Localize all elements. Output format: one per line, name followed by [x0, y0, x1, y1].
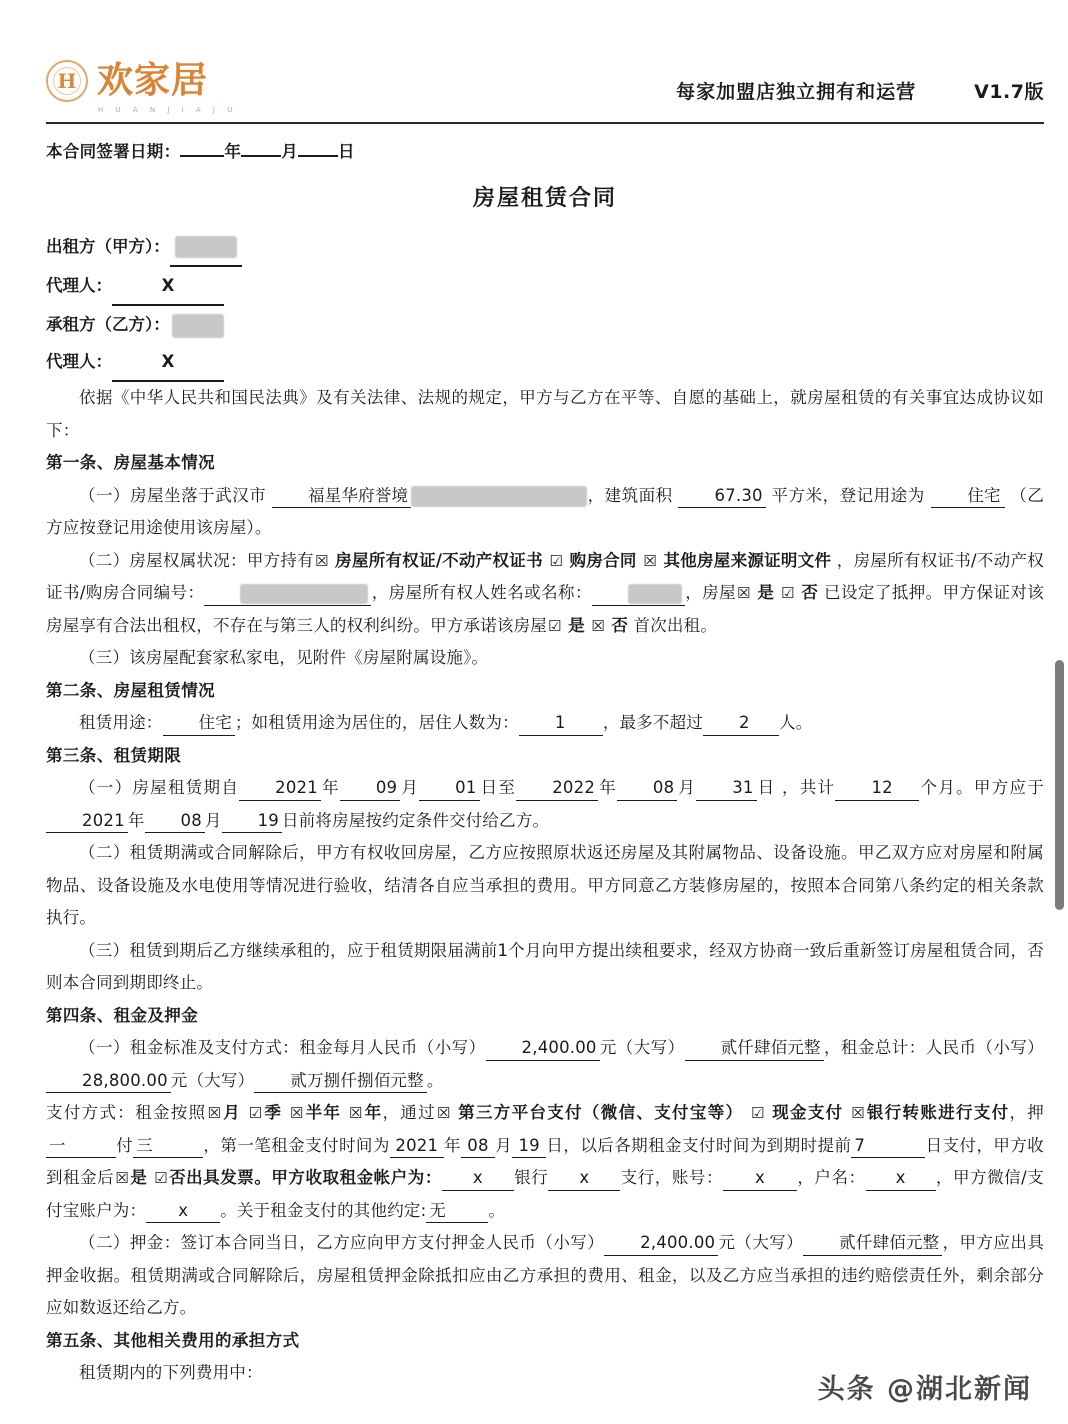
text-fragment: 月 [400, 778, 420, 798]
text-fragment: 日，以后各期租金支付时间为到期时提前 [546, 1135, 852, 1155]
checkbox-invoice-no[interactable]: ☑ [154, 1169, 168, 1188]
text-fragment: 元（大写） [599, 1038, 685, 1058]
text-fragment: （一）房屋坐落于武汉市 [79, 485, 267, 505]
building-area: 67.30 [678, 485, 765, 508]
text-fragment: ，甲方微信/支付宝账户为： [46, 1168, 1044, 1220]
document-header [0, 0, 1068, 122]
delivery-month: 08 [145, 810, 205, 833]
text-fragment: （二）押金：签订本合同当日，乙方应向甲方支付押金人民币（小写） [79, 1233, 605, 1253]
checkbox-first-rental-yes[interactable]: ☑ [548, 616, 562, 635]
text-fragment: 。 [426, 1070, 444, 1090]
party-row-lessee [46, 306, 1044, 343]
checkbox-first-rental-no[interactable]: ☒ [591, 616, 605, 635]
clause-3-item-1 [46, 772, 1044, 837]
first-payment-day: 19 [512, 1135, 546, 1158]
clause-4-payment-method [46, 1097, 1044, 1227]
logo-subtitle: H U A N J I A J U [98, 106, 238, 114]
redacted-address [411, 486, 587, 507]
day-unit: 日 [338, 142, 355, 161]
checkbox-pay-quarterly[interactable]: ☑ [248, 1104, 263, 1123]
deposit-amount: 2,400.00 [604, 1232, 718, 1255]
clause-1-item-2 [46, 545, 1044, 643]
clause-1-item-3: （三）该房屋配套家私家电，见附件《房屋附属设施》。 [79, 648, 489, 668]
label-pay-cash: 现金支付 [772, 1103, 844, 1123]
total-rent-amount: 28,800.00 [46, 1070, 171, 1093]
deposit-months: 一 [46, 1135, 116, 1158]
text-fragment: （二）房屋权属状况：甲方持有 [79, 550, 314, 570]
scrollbar-thumb[interactable] [1055, 660, 1064, 910]
text-fragment: （乙方应按登记用途使用该房屋）。 [46, 485, 1045, 538]
wechat-alipay-account: x [146, 1200, 220, 1223]
source-watermark: 头条 @湖北新闻 [817, 1374, 1032, 1405]
text-fragment: 个月。甲方应于 [919, 778, 1044, 798]
bank-branch: x [548, 1167, 620, 1190]
text-fragment: ，甲方应出具押金收据。租赁期满或合同解除后，房屋租赁押金除抵扣应由乙方承担的费用、租金，以及乙方应当承担的违约赔偿责任外，剩余部分应如数返还给乙方。 [46, 1233, 1045, 1318]
text-fragment: 年 [320, 778, 340, 798]
clause-4-item-1 [46, 1032, 1044, 1097]
label-pay-halfyear: 半年 [304, 1103, 342, 1123]
text-fragment: ，通过 [382, 1103, 436, 1123]
text-fragment: （一）房屋租赁期自 [79, 778, 240, 798]
clause-2-heading: 第二条、房屋租赁情况 [46, 680, 215, 700]
logo-letter: H [57, 69, 77, 93]
header-version: V1.7版 [974, 81, 1044, 103]
party-label: 承租方（乙方）： [46, 315, 170, 335]
label-first-rental-no: 否 [611, 615, 629, 635]
registered-usage: 住宅 [931, 485, 1005, 508]
text-fragment: 。关于租金支付的其他约定: [220, 1200, 427, 1220]
end-month: 08 [617, 777, 677, 800]
monthly-rent-amount: 2,400.00 [486, 1037, 600, 1060]
payment-months: 三 [133, 1135, 203, 1158]
party-value: X [112, 343, 224, 382]
clause-3-heading: 第三条、租赁期限 [46, 745, 182, 765]
label-invoice-yes: 是 [129, 1168, 148, 1188]
brand-emblem-icon [46, 60, 88, 102]
text-fragment: ，房屋所有权人姓名或名称： [371, 583, 592, 603]
text-fragment: 出具发票。甲方收取租金帐户为： [186, 1168, 442, 1188]
monthly-rent-chinese: 贰仟肆佰元整 [685, 1037, 824, 1060]
logo-wordmark: 欢家居 [97, 60, 209, 101]
text-fragment: ，户名： [797, 1168, 866, 1188]
text-fragment: ，房屋所有权证书/不动产权证书/购房合同编号： [46, 550, 1044, 603]
clause-1-item-1 [46, 480, 1044, 545]
document-body [0, 124, 1068, 1390]
option-other-proof: 其他房屋来源证明文件 [663, 550, 832, 570]
checkbox-other-proof[interactable]: ☒ [643, 551, 657, 570]
checkbox-ownership-cert[interactable]: ☒ [314, 551, 329, 570]
text-fragment: 银行 [513, 1168, 549, 1188]
text-fragment: ，押 [1009, 1103, 1044, 1123]
option-ownership-cert: 房屋所有权证/不动产权证书 [335, 550, 543, 570]
label-mortgage-yes: 是 [757, 583, 775, 603]
checkbox-mortgage-no[interactable]: ☑ [781, 584, 795, 603]
text-fragment: 月 [677, 778, 697, 798]
text-fragment: 日支付，甲方收到租金后 [46, 1135, 1045, 1188]
clause-1-heading: 第一条、房屋基本情况 [46, 453, 215, 473]
total-rent-chinese: 贰万捌仟捌佰元整 [254, 1070, 427, 1093]
property-address: 福星华府誉境 [272, 485, 411, 508]
clause-5-intro: 租赁期内的下列费用中： [79, 1363, 263, 1383]
checkbox-pay-cash[interactable]: ☑ [750, 1104, 765, 1123]
checkbox-mortgage-yes[interactable]: ☒ [737, 584, 751, 603]
redacted-owner-name [628, 584, 682, 604]
clause-3-item-2: （二）租赁期满或合同解除后，甲方有权收回房屋，乙方应按照原状返还房屋及其附属物品、设备设施。甲乙双方应对房屋和附属物品、设备设施及水电使用等情况进行验收，结清各自应当承担的费用。甲方同意乙方装修房屋的，按照本合同第八条约定的相关条款执行。 [46, 843, 1044, 928]
checkbox-pay-yearly[interactable]: ☒ [348, 1104, 363, 1123]
text-fragment: 月 [495, 1135, 513, 1155]
header-right [676, 77, 1044, 118]
text-fragment: 首次出租。 [633, 615, 718, 635]
document-title: 房屋租赁合同 [472, 185, 617, 211]
checkbox-pay-thirdparty[interactable]: ☒ [436, 1104, 451, 1123]
clause-3-item-3: （三）租赁到期后乙方继续承租的，应于租赁期限届满前1个月向甲方提出续租要求，经双方协商一致后重新签订房屋租赁合同，否则本合同到期即终止。 [46, 940, 1044, 993]
clause-4-heading: 第四条、租金及押金 [46, 1005, 199, 1025]
party-row-lessee-agent [46, 343, 1044, 382]
advance-days: 7 [851, 1135, 925, 1158]
text-fragment: 日前将房屋按约定条件交付给乙方。 [282, 810, 550, 830]
end-year: 2022 [516, 777, 598, 800]
start-month: 09 [340, 777, 400, 800]
text-fragment: 平方米，登记用途为 [771, 485, 925, 505]
party-list [46, 228, 1044, 383]
checkbox-purchase-contract[interactable]: ☑ [549, 551, 564, 570]
month-unit: 月 [281, 142, 299, 161]
brand-logo [46, 60, 237, 118]
text-fragment: ，租金总计：人民币（小写） [823, 1038, 1044, 1058]
bank-account-no: x [723, 1167, 797, 1190]
label-pay-quarterly: 季 [263, 1103, 283, 1123]
rental-usage: 住宅 [163, 712, 235, 735]
text-fragment: ，第一笔租金支付时间为 [203, 1135, 390, 1155]
preamble-paragraph: 依据《中华人民共和国民法典》及有关法律、法规的规定，甲方与乙方在平等、自愿的基础上，就房屋租赁的有关事宜达成协议如下： [46, 388, 1044, 440]
text-fragment: 元（大写） [170, 1070, 255, 1090]
label-first-rental-yes: 是 [568, 615, 585, 635]
label-pay-yearly: 年 [363, 1103, 383, 1123]
party-value: X [112, 267, 224, 306]
party-label: 出租方（甲方）： [46, 236, 170, 256]
first-payment-year: 2021 [390, 1135, 444, 1158]
party-row-lessor-agent [46, 267, 1044, 306]
signing-date-label: 本合同签署日期： [46, 142, 181, 161]
max-occupant-count: 2 [703, 712, 779, 735]
text-fragment: （一）租金标准及支付方式：租金每月人民币（小写） [79, 1038, 486, 1058]
redacted-cert-no [240, 584, 368, 604]
label-pay-bank: 银行转账进行支付 [865, 1103, 1010, 1123]
redacted-value [172, 314, 224, 338]
text-fragment: 年 [443, 1135, 461, 1155]
text-fragment: 元（大写） [718, 1233, 804, 1253]
checkbox-pay-monthly[interactable]: ☒ [207, 1104, 222, 1123]
start-year: 2021 [239, 777, 321, 800]
text-fragment: ；如租赁用途为居住的，居住人数为： [234, 713, 519, 733]
text-fragment: 租赁用途： [79, 713, 163, 733]
header-tagline: 每家加盟店独立拥有和运营 [676, 81, 917, 103]
occupant-count: 1 [519, 712, 603, 735]
text-fragment: 支付方式：租金按照 [46, 1103, 207, 1123]
party-row-lessor [46, 228, 1044, 267]
bank-name: x [442, 1167, 514, 1190]
text-fragment: 支行，账号： [620, 1168, 723, 1188]
first-payment-month: 08 [461, 1135, 495, 1158]
bank-account-name: x [866, 1167, 936, 1190]
clause-2-body [46, 707, 1044, 740]
start-day: 01 [419, 777, 479, 800]
delivery-day: 19 [222, 810, 282, 833]
label-pay-monthly: 月 [222, 1103, 242, 1123]
text-fragment: 年 [598, 778, 617, 798]
logo-row [46, 60, 237, 102]
delivery-year: 2021 [46, 810, 128, 833]
label-mortgage-no: 否 [801, 583, 819, 603]
clause-4-item-2 [46, 1227, 1044, 1325]
text-fragment: 付 [116, 1135, 134, 1155]
end-day: 31 [696, 777, 756, 800]
party-label: 代理人： [46, 275, 112, 295]
signing-date-line [46, 136, 1044, 169]
checkbox-invoice-yes[interactable]: ☒ [115, 1169, 129, 1188]
text-fragment: 日至 [479, 778, 517, 798]
clause-5-heading: 第五条、其他相关费用的承担方式 [46, 1330, 300, 1350]
deposit-amount-chinese: 贰仟肆佰元整 [803, 1232, 942, 1255]
party-label: 代理人： [46, 352, 112, 372]
text-fragment: 。 [488, 1200, 506, 1220]
text-fragment: ，建筑面积 [587, 485, 673, 505]
text-fragment: 年 [127, 810, 145, 830]
label-pay-thirdparty: 第三方平台支付（微信、支付宝等） [458, 1103, 744, 1123]
checkbox-pay-bank[interactable]: ☒ [851, 1104, 865, 1123]
scrollbar-track[interactable] [1052, 0, 1068, 1424]
checkbox-pay-halfyear[interactable]: ☒ [289, 1104, 304, 1123]
other-payment-terms: 无 [426, 1200, 488, 1223]
year-unit: 年 [224, 142, 242, 161]
text-fragment: 月 [204, 810, 222, 830]
text-fragment: 人。 [779, 713, 813, 733]
option-purchase-contract: 购房合同 [569, 550, 637, 570]
text-fragment: ，最多不超过 [602, 713, 704, 733]
text-fragment: ，房屋 [684, 583, 737, 603]
text-fragment: 日 ，共计 [756, 778, 836, 798]
redacted-value [175, 236, 237, 258]
text-fragment: 已设定了抵押。甲方保证对该房屋享有合法出租权，不存在与第三人的权利纠纷。甲方承诺该房屋 [46, 583, 1044, 635]
total-months: 12 [835, 777, 919, 800]
label-invoice-no: 否 [168, 1168, 187, 1188]
